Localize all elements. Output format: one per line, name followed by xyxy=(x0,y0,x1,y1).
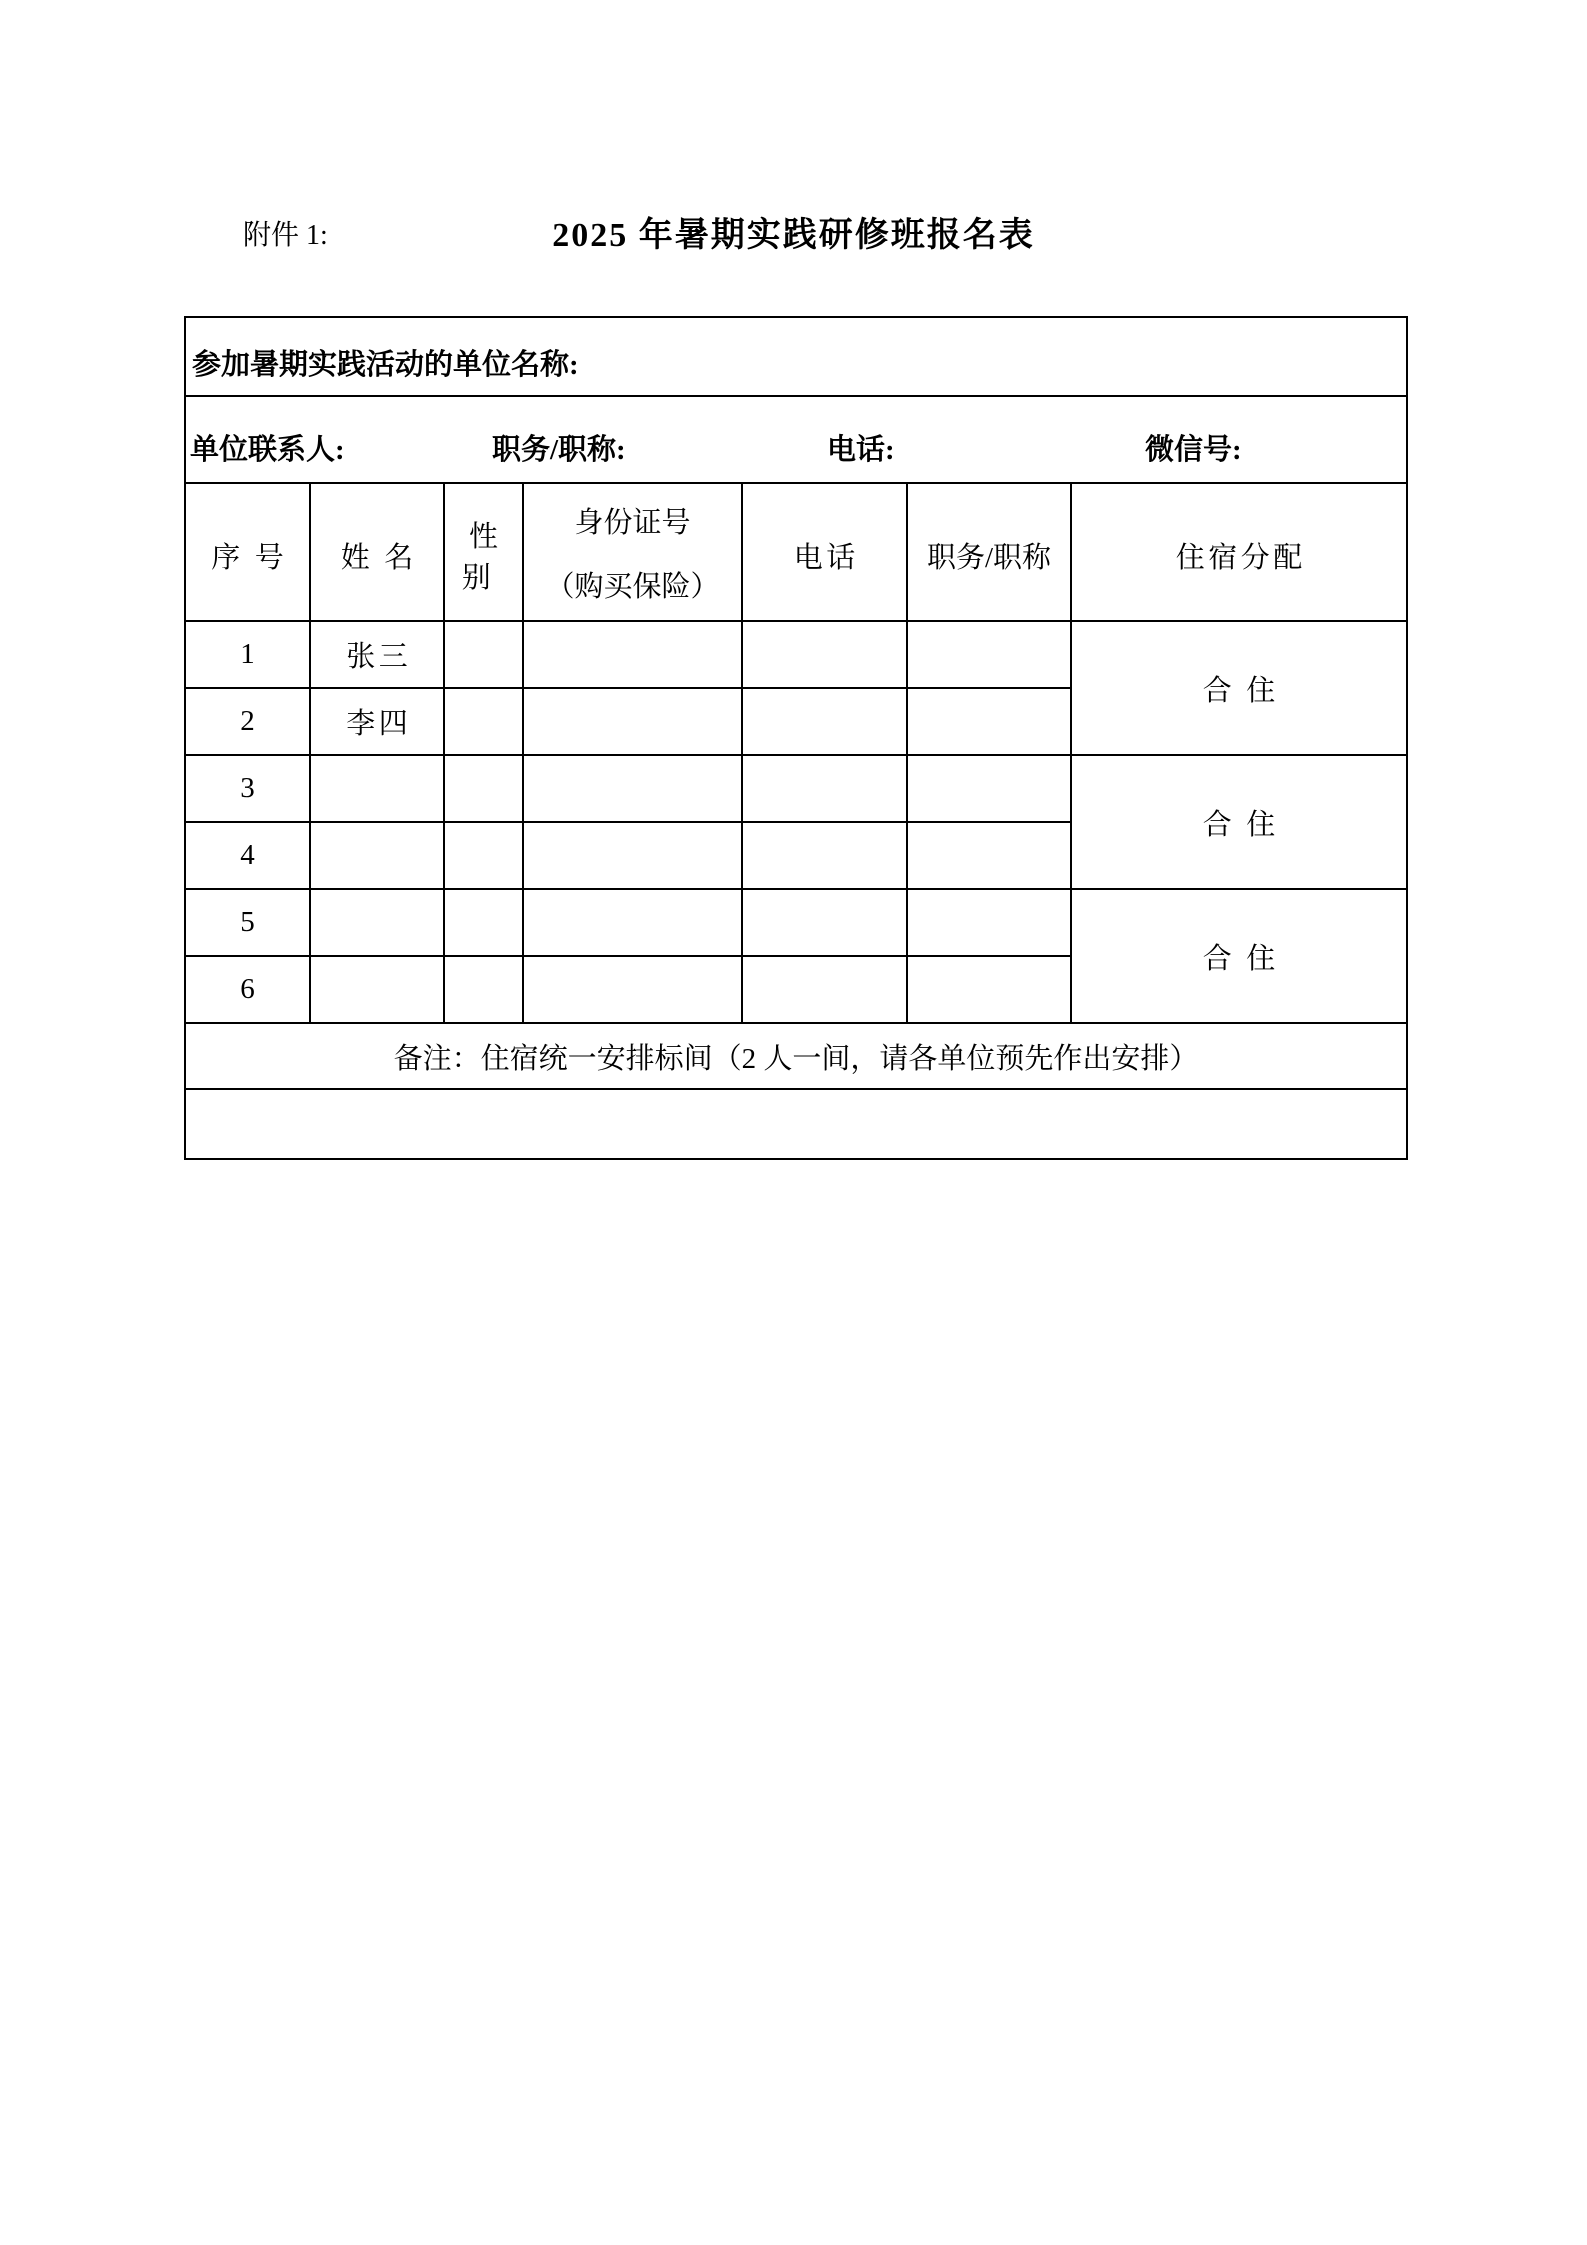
unit-name-cell xyxy=(185,317,1407,396)
position-cell xyxy=(907,688,1071,755)
row-number-cell: 4 xyxy=(185,822,310,889)
position-cell xyxy=(907,755,1071,822)
name-cell xyxy=(310,822,444,889)
row-number-cell: 5 xyxy=(185,889,310,956)
position-cell xyxy=(907,621,1071,688)
name-cell xyxy=(310,889,444,956)
id-number-cell xyxy=(523,822,742,889)
header-phone: 电话 xyxy=(742,483,907,621)
phone-cell xyxy=(742,755,907,822)
column-header-row xyxy=(185,483,1407,621)
gender-cell xyxy=(444,621,523,688)
header-no: 序号 xyxy=(185,483,310,621)
header-gender: 性别 xyxy=(444,483,523,621)
name-cell: 张三 xyxy=(310,621,444,688)
id-number-cell xyxy=(523,621,742,688)
registration-table xyxy=(184,316,1408,1160)
row-number-cell: 1 xyxy=(185,621,310,688)
blank-row xyxy=(185,1089,1407,1159)
room-assignment-cell-1: 合住 xyxy=(1071,621,1407,755)
gender-cell xyxy=(444,688,523,755)
phone-cell xyxy=(742,889,907,956)
room-assignment-cell-3: 合住 xyxy=(1071,889,1407,1023)
id-number-cell xyxy=(523,889,742,956)
note-cell xyxy=(185,1023,1407,1089)
header-room: 住宿分配 xyxy=(1071,483,1407,621)
page-title: 2025 年暑期实践研修班报名表 xyxy=(552,217,1035,254)
unit-name-row xyxy=(185,317,1407,396)
member-row-5 xyxy=(185,889,1407,956)
gender-cell xyxy=(444,755,523,822)
contact-person-label: 单位联系人: xyxy=(190,434,345,466)
member-row-1 xyxy=(185,621,1407,688)
contact-row xyxy=(185,396,1407,483)
id-number-cell xyxy=(523,755,742,822)
contact-position-label: 职务/职称: xyxy=(492,434,626,466)
phone-cell xyxy=(742,621,907,688)
header-name: 姓名 xyxy=(310,483,444,621)
position-cell xyxy=(907,956,1071,1023)
contact-wechat-label: 微信号: xyxy=(1145,434,1242,466)
position-cell xyxy=(907,822,1071,889)
phone-cell xyxy=(742,688,907,755)
row-number-cell: 6 xyxy=(185,956,310,1023)
row-number-cell: 3 xyxy=(185,755,310,822)
header-position: 职务/职称 xyxy=(907,483,1071,621)
room-assignment-cell-2: 合住 xyxy=(1071,755,1407,889)
row-number-cell: 2 xyxy=(185,688,310,755)
note-text: 备注：住宿统一安排标间（2 人一间，请各单位预先作出安排） xyxy=(393,1042,1199,1075)
phone-cell xyxy=(742,822,907,889)
blank-cell xyxy=(185,1089,1407,1159)
attachment-label: 附件 1: xyxy=(243,220,328,251)
gender-cell xyxy=(444,956,523,1023)
name-cell xyxy=(310,956,444,1023)
header-id-line1: 身份证号 xyxy=(574,507,691,539)
name-cell xyxy=(310,755,444,822)
heading-row xyxy=(0,212,1587,262)
member-row-3 xyxy=(185,755,1407,822)
gender-cell xyxy=(444,889,523,956)
gender-cell xyxy=(444,822,523,889)
unit-name-label: 参加暑期实践活动的单位名称: xyxy=(192,349,579,381)
contact-phone-label: 电话: xyxy=(827,434,895,466)
id-number-cell xyxy=(523,688,742,755)
header-id-line2: （购买保险） xyxy=(545,571,720,603)
header-id-number xyxy=(523,483,742,621)
phone-cell xyxy=(742,956,907,1023)
id-number-cell xyxy=(523,956,742,1023)
name-cell: 李四 xyxy=(310,688,444,755)
position-cell xyxy=(907,889,1071,956)
contact-cell xyxy=(185,396,1407,483)
note-row xyxy=(185,1023,1407,1089)
